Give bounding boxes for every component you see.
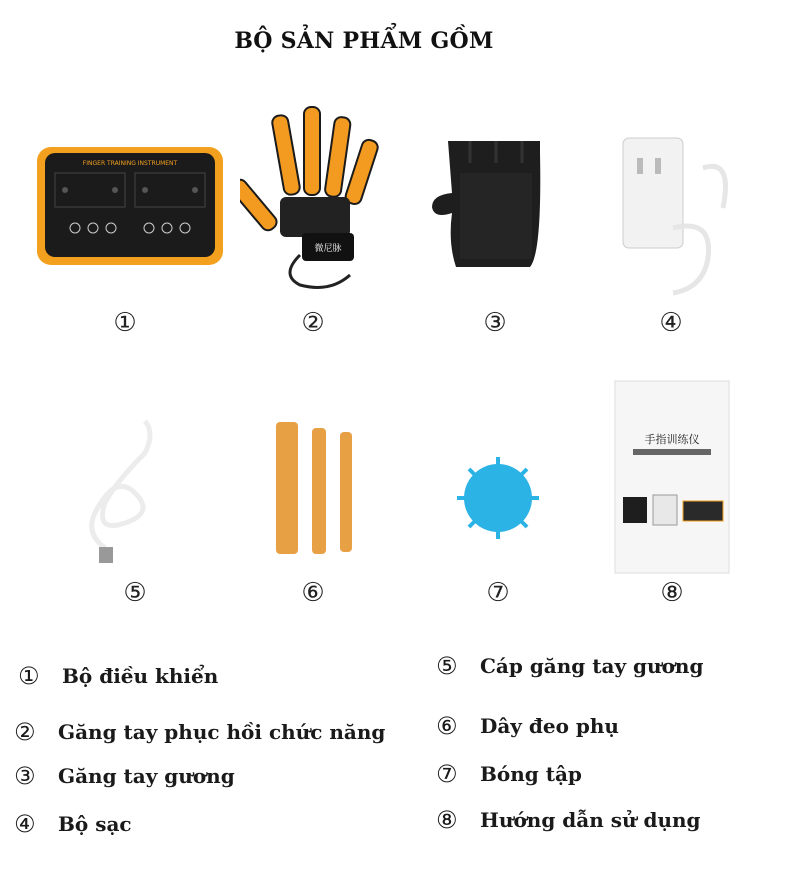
number-3: ③	[483, 308, 507, 338]
legend-item-4	[14, 810, 132, 838]
legend-item-2	[14, 718, 385, 746]
legend-item-3	[14, 762, 235, 790]
legend-number: ③	[14, 762, 36, 790]
finger-straps-image	[265, 415, 365, 560]
controller-image	[30, 140, 230, 270]
legend-label: Bộ sạc	[58, 812, 132, 836]
legend-item-6	[436, 712, 619, 740]
brand-label: 微尼脉	[314, 244, 342, 254]
legend-label: Bóng tập	[480, 762, 582, 786]
legend-label: Hướng dẫn sử dụng	[480, 808, 701, 832]
spiky-ball-image	[450, 450, 545, 545]
number-7: ⑦	[486, 578, 510, 608]
number-8: ⑧	[660, 578, 684, 608]
legend-label: Găng tay phục hồi chức năng	[58, 720, 386, 744]
charger-image	[610, 125, 740, 300]
legend-number: ④	[14, 810, 36, 838]
legend-label: Dây đeo phụ	[480, 714, 619, 738]
number-6: ⑥	[301, 578, 325, 608]
robotic-glove-image	[235, 105, 395, 295]
number-1: ①	[113, 308, 137, 338]
number-5: ⑤	[123, 578, 147, 608]
number-2: ②	[301, 308, 325, 338]
legend-label: Găng tay gương	[58, 764, 235, 788]
usb-cable-image	[70, 410, 180, 570]
legend-label: Cáp găng tay gương	[480, 654, 704, 678]
number-4: ④	[659, 308, 683, 338]
legend-item-7	[436, 760, 582, 788]
legend-number: ⑦	[436, 760, 458, 788]
legend-number: ①	[18, 662, 40, 690]
legend-number: ⑤	[436, 652, 458, 680]
legend-label: Bộ điều khiển	[62, 664, 219, 688]
device-label: FINGER TRAINING INSTRUMENT	[82, 159, 178, 167]
legend-item-5	[436, 652, 703, 680]
legend-number: ⑥	[436, 712, 458, 740]
legend-number: ⑧	[436, 806, 458, 834]
manual-title: 手指训练仪	[644, 433, 700, 446]
mirror-glove-image	[425, 130, 555, 275]
legend-number: ②	[14, 718, 36, 746]
legend-item-8	[436, 806, 701, 834]
legend-item-1	[18, 662, 218, 690]
manual-image	[612, 378, 732, 576]
page-title: BỘ SẢN PHẨM GỒM	[234, 28, 494, 54]
